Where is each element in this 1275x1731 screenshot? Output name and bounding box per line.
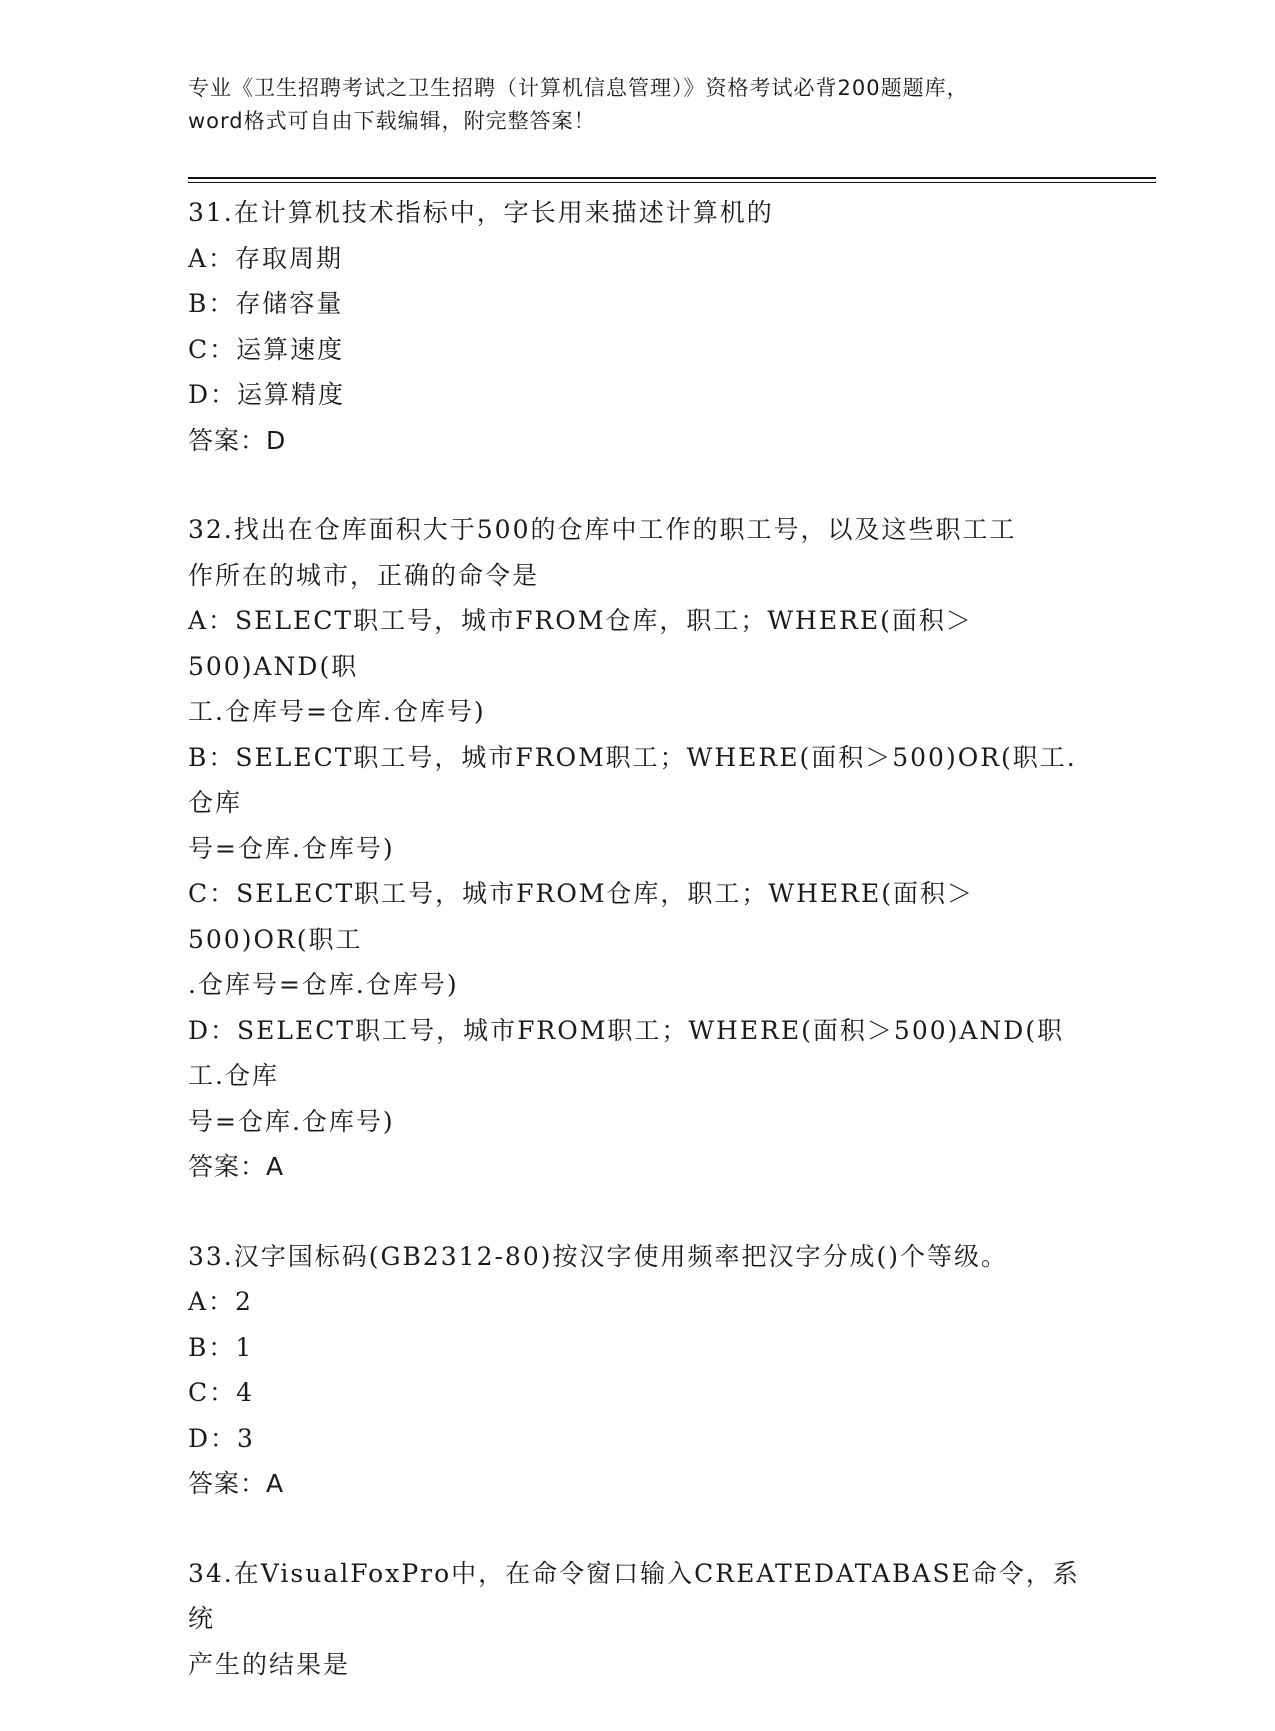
question-stem-line: 31.在计算机技术指标中，字长用来描述计算机的 [188, 198, 774, 227]
question-block [188, 1234, 1088, 1507]
option-line: B：SELECT职工号，城市FROM职工；WHERE(面积＞500)OR(职工.仓库 [188, 742, 1077, 817]
option-line: B：存储容量 [188, 289, 344, 318]
question-stem-line: 34.在VisualFoxPro中，在命令窗口输入CREATEDATABASE命令，系统 [188, 1558, 1080, 1633]
option-line: D：SELECT职工号，城市FROM职工；WHERE(面积＞500)AND(职工.仓库 [188, 1015, 1065, 1090]
option-line: C：SELECT职工号，城市FROM仓库，职工；WHERE(面积＞500)OR(职工 [188, 879, 974, 954]
option-line: 工.仓库号=仓库.仓库号) [188, 697, 486, 726]
option-line: 号=仓库.仓库号) [188, 833, 395, 863]
option-line: D：3 [188, 1423, 255, 1453]
question-block [188, 190, 1088, 463]
option-line: A：2 [188, 1287, 253, 1316]
header-line-2: word格式可自由下载编辑，附完整答案！ [188, 109, 596, 133]
option-line: B：1 [188, 1332, 254, 1362]
option-line: C：运算速度 [188, 334, 345, 364]
header-divider-thin [188, 182, 1156, 183]
option-line: C：4 [188, 1378, 255, 1407]
option-line: .仓库号=仓库.仓库号) [188, 970, 459, 999]
question-block [188, 1551, 1088, 1688]
option-line: A：存取周期 [188, 243, 344, 273]
question-stem-line: 产生的结果是 [188, 1649, 351, 1679]
option-line: A：SELECT职工号，城市FROM仓库，职工；WHERE(面积＞500)AND(职 [188, 606, 973, 681]
answer-line: 答案：A [188, 1152, 285, 1181]
answer-line: 答案：D [188, 425, 287, 455]
question-block [188, 507, 1088, 1190]
document-header [188, 72, 1088, 138]
question-stem-line: 33.汉字国标码(GB2312-80)按汉字使用频率把汉字分成()个等级。 [188, 1241, 1008, 1271]
header-line-1: 专业《卫生招聘考试之卫生招聘（计算机信息管理）》资格考试必背200题题库， [188, 76, 969, 100]
question-list [188, 190, 1088, 1731]
option-line: 号=仓库.仓库号) [188, 1106, 395, 1136]
header-divider-thick [188, 177, 1156, 179]
answer-line: 答案：A [188, 1469, 285, 1498]
question-stem-line: 作所在的城市，正确的命令是 [188, 560, 540, 590]
option-line: D：运算精度 [188, 380, 346, 409]
question-stem-line: 32.找出在仓库面积大于500的仓库中工作的职工号，以及这些职工工 [188, 515, 1017, 544]
